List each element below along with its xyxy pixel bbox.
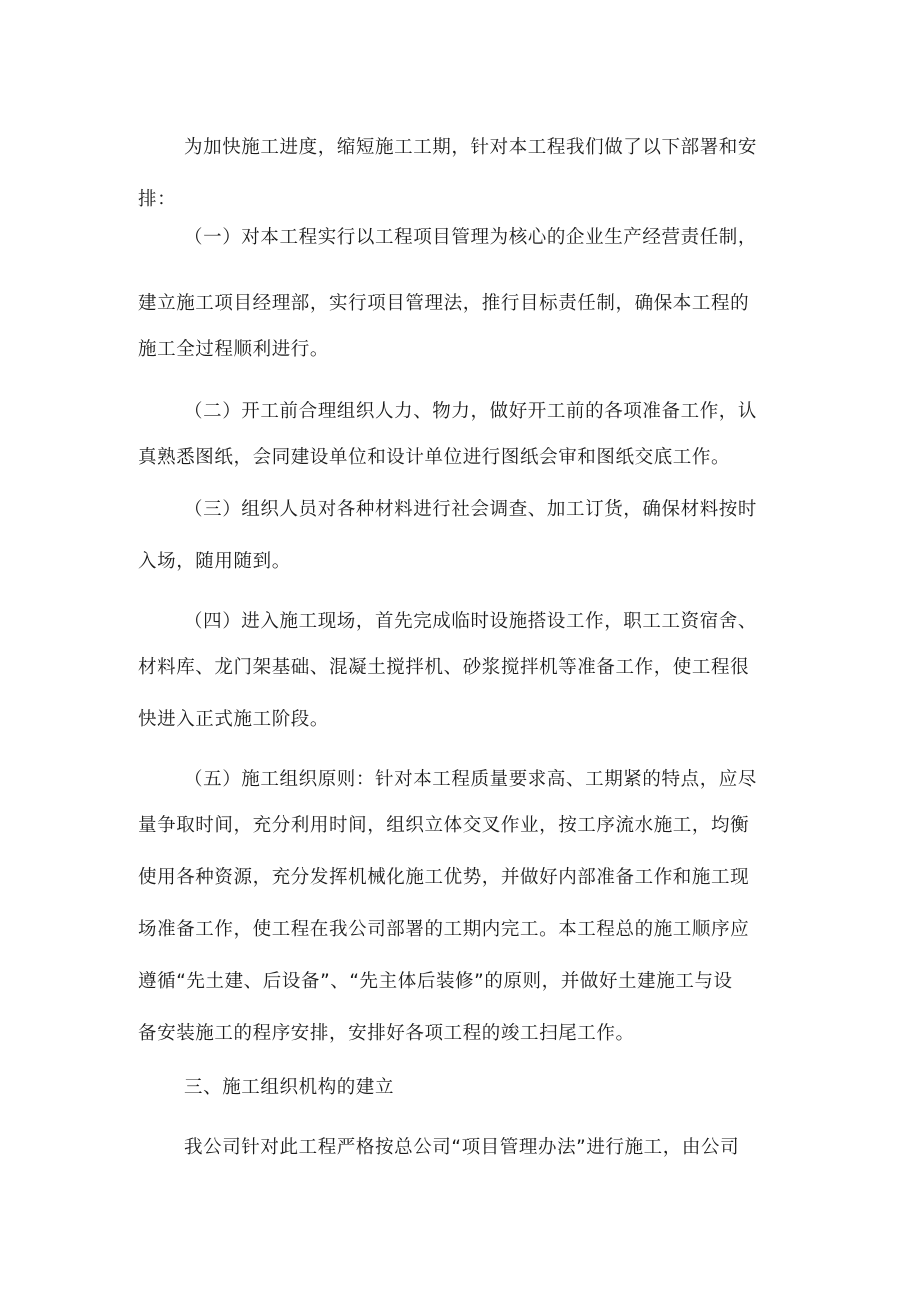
paragraph-line: 施工全过程顺利进行。 [138,339,330,360]
paragraph-line: 备安装施工的程序安排，安排好各项工程的竣工扫尾工作。 [138,1023,635,1044]
paragraph-line: 量争取时间，充分利用时间，组织立体交叉作业，按工序流水施工，均衡 [138,815,750,836]
paragraph-line: 我公司针对此工程严格按总公司“项目管理办法”进行施工，由公司 [184,1137,740,1158]
paragraph-line: （四）进入施工现场，首先完成临时设施搭设工作，职工工资宿舍、 [184,611,758,632]
paragraph-line: 排： [138,189,177,210]
paragraph-line: 入场，随用随到。 [138,551,291,572]
paragraph-line: 真熟悉图纸，会同建设单位和设计单位进行图纸会审和图纸交底工作。 [138,447,731,468]
paragraph-line: 建立施工项目经理部，实行项目管理法，推行目标责任制，确保本工程的 [138,293,750,314]
paragraph-line: （一）对本工程实行以工程项目管理为核心的企业生产经营责任制， [184,227,758,248]
paragraph-line: 使用各种资源，充分发挥机械化施工优势，并做好内部准备工作和施工现 [138,867,750,888]
paragraph-line: 为加快施工进度，缩短施工工期，针对本工程我们做了以下部署和安 [184,137,758,158]
paragraph-line: 遵循“先土建、后设备”、“先主体后装修”的原则，并做好土建施工与设 [138,971,733,992]
paragraph-line: （五）施工组织原则：针对本工程质量要求高、工期紧的特点，应尽 [184,769,758,790]
paragraph-line: （三）组织人员对各种材料进行社会调查、加工订货，确保材料按时 [184,499,758,520]
paragraph-line: 快进入正式施工阶段。 [138,709,330,730]
paragraph-line: 场准备工作，使工程在我公司部署的工期内完工。本工程总的施工顺序应 [138,919,750,940]
section-heading: 三、施工组织机构的建立 [184,1077,395,1098]
paragraph-line: （二）开工前合理组织人力、物力，做好开工前的各项准备工作，认 [184,401,758,422]
paragraph-line: 材料库、龙门架基础、混凝土搅拌机、砂浆搅拌机等准备工作，使工程很 [138,657,750,678]
